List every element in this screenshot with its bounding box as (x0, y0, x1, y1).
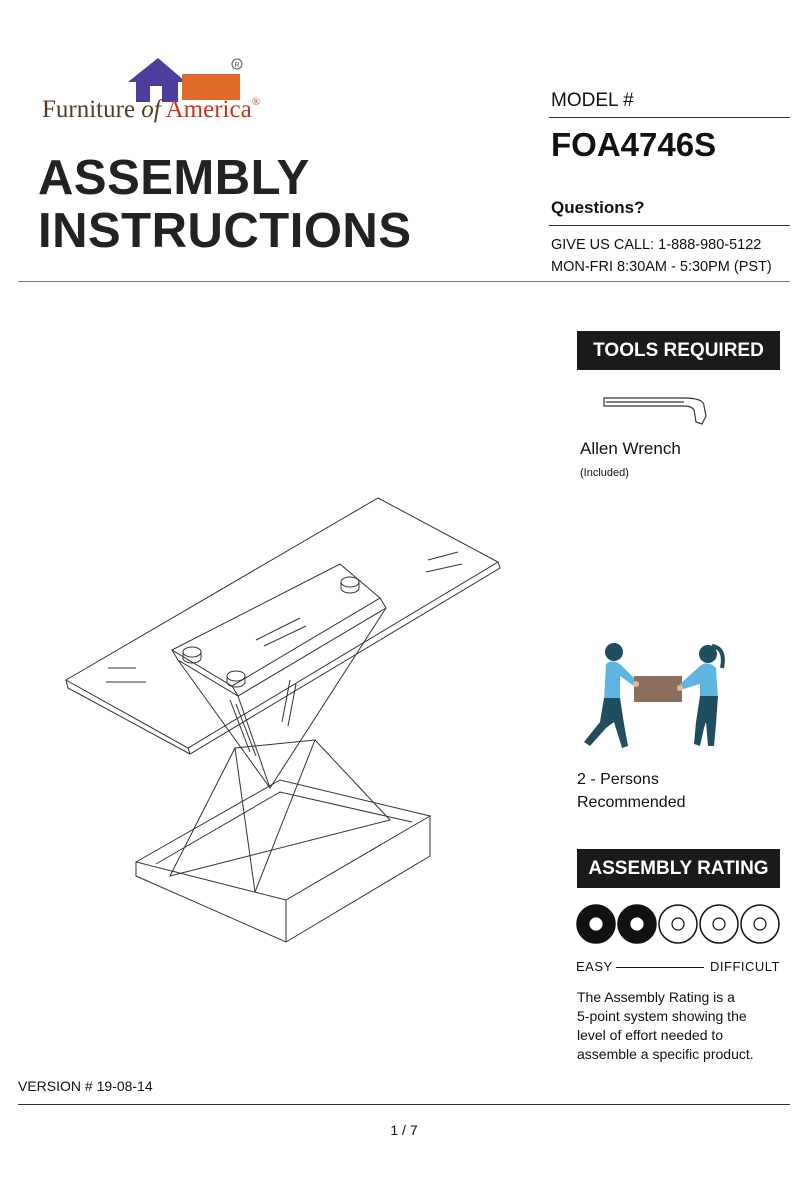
rating-circle-empty (741, 905, 779, 943)
allen-wrench-label: Allen Wrench (580, 439, 681, 458)
title-line-1: ASSEMBLY (38, 151, 310, 205)
brand-name-part3: America (160, 96, 252, 123)
rating-description (577, 988, 777, 1064)
model-number: FOA4746S (551, 126, 717, 163)
contact-info (551, 234, 772, 278)
assembly-rating-heading: ASSEMBLY RATING (577, 849, 780, 888)
rating-circle-filled (618, 905, 656, 943)
questions-divider (549, 225, 790, 226)
persons-recommended (577, 768, 686, 814)
tools-required-heading: TOOLS REQUIRED (577, 331, 780, 370)
footer-divider (18, 1104, 790, 1105)
model-label: MODEL # (551, 90, 634, 111)
allen-wrench-included-note: (Included) (580, 467, 629, 479)
scale-line (616, 967, 704, 968)
hours-line: MON-FRI 8:30AM - 5:30PM (PST) (551, 259, 772, 275)
questions-heading: Questions? (551, 198, 645, 217)
rating-description-line: assemble a specific product. (577, 1046, 754, 1062)
version-label: VERSION # 19-08-14 (18, 1078, 153, 1094)
rating-circle-empty (700, 905, 738, 943)
easy-label: EASY (576, 959, 613, 974)
brand-logo-text (42, 96, 260, 124)
brand-name-part2: of (141, 96, 161, 123)
brand-name-part1: Furniture (42, 96, 142, 123)
phone-line: GIVE US CALL: 1-888-980-5122 (551, 237, 762, 253)
console-table-illustration (60, 490, 510, 950)
svg-text:R: R (234, 62, 240, 69)
persons-count: 2 - Persons (577, 771, 659, 788)
title-line-2: INSTRUCTIONS (38, 204, 412, 258)
assembly-rating-circles (576, 903, 780, 945)
rating-circle-empty (659, 905, 697, 943)
rating-description-line: level of effort needed to (577, 1027, 724, 1043)
rating-description-line: 5-point system showing the (577, 1008, 747, 1024)
registered-mark: ® (251, 96, 261, 108)
page-title (38, 152, 412, 258)
allen-wrench-icon (600, 392, 712, 432)
header-divider (18, 281, 790, 282)
persons-recommended-label: Recommended (577, 794, 686, 811)
difficult-label: DIFFICULT (710, 959, 780, 974)
model-divider (549, 117, 790, 118)
rating-circle-filled (577, 905, 615, 943)
page-number: 1 / 7 (390, 1122, 418, 1138)
easy-difficult-scale (576, 959, 780, 977)
rating-description-line: The Assembly Rating is a (577, 989, 735, 1005)
two-persons-carrying-box-icon (576, 638, 736, 756)
